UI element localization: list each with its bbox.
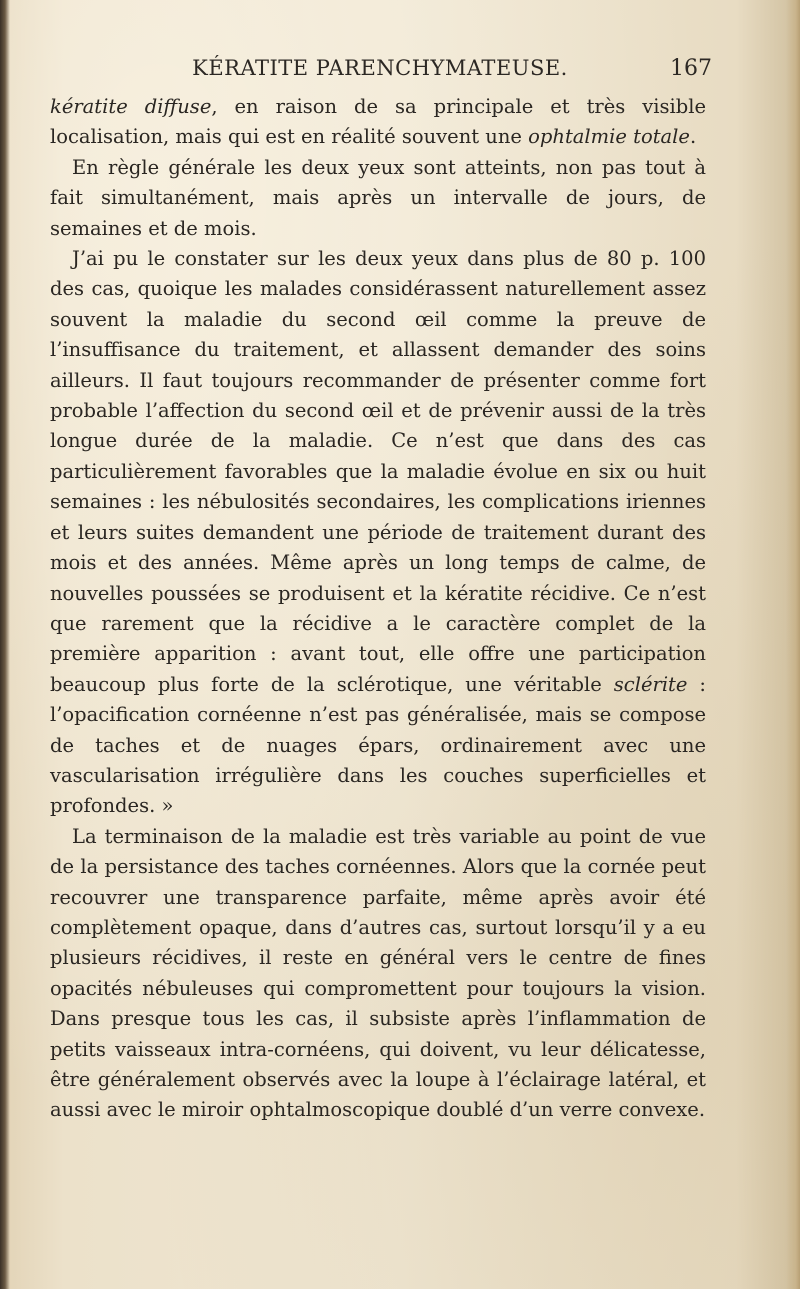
page-header <box>48 56 712 86</box>
body-text <box>50 92 706 1126</box>
running-title: KÉRATITE PARENCHYMATEUSE. <box>192 56 568 80</box>
page-edge-shadow <box>786 0 800 1289</box>
page-number: 167 <box>670 56 712 81</box>
paragraph-2: En règle générale les deux yeux sont atteints, non pas tout à fait simultanément, mais après un intervalle de jours, de semaines et de mois. <box>50 155 706 240</box>
italic-term: kératite diffuse <box>50 95 212 118</box>
paragraph-4: La terminaison de la maladie est très variable au point de vue de la persistance des taches cornéennes. Alors que la cornée peut recouvrer une transparence parfaite, même après avoir été complètement opaque, dans d’autres cas, surtout lorsqu’il y a eu plusieurs récidives, il reste en général vers le centre de fines opacités nébuleuses qui compromettent pour toujours la vision. Dans presque tous les cas, il subsiste après l’inflammation de petits vaisseaux intra-cornéens, qui doivent, vu leur délicatesse, être généralement observés avec la loupe à l’éclairage latéral, et aussi avec le miroir ophtalmoscopique doublé d’un verre convexe. <box>50 824 706 1122</box>
paragraph-text: : l’opacification cornéenne n’est pas généralisée, mais se compose de taches et de nuages épars, ordinairement avec une vascularisation irrégulière dans les couches superficielles et profondes. » <box>50 672 706 818</box>
paragraph-3 <box>50 244 706 822</box>
italic-term: ophtalmie totale <box>528 125 690 149</box>
book-spine-shadow <box>0 0 10 1289</box>
paragraph-text: J’ai pu le constater sur les deux yeux dans plus de 80 p. 100 des cas, quoique les malades considérassent naturellement assez souvent la maladie du second œil comme la preuve de l’insuffisance du traitement, et allassent demander des soins ailleurs. Il faut toujours recommander de présenter comme fort probable l’affection du second œil et de prévenir aussi de la très longue durée de la maladie. Ce n’est que dans des cas particulièrement favorables que la maladie évolue en six ou huit semaines : les nébulosités secondaires, les complications iriennes et leurs suites demandent une période de traitement durant des mois et des années. Même après un long temps de calme, de nouvelles poussées se produisent et la kératite récidive. Ce n’est que rarement que la récidive a le caractère complet de la première apparition : avant tout, elle offre une participation beaucoup plus forte de la sclérotique, une véritable <box>50 247 706 696</box>
italic-term: sclérite <box>613 672 688 696</box>
paragraph-text: , en raison de sa principale et très visible localisation, mais qui est en réalité souvent une <box>50 95 706 149</box>
paragraph-1 <box>50 92 706 153</box>
paragraph-text: . <box>689 125 697 149</box>
